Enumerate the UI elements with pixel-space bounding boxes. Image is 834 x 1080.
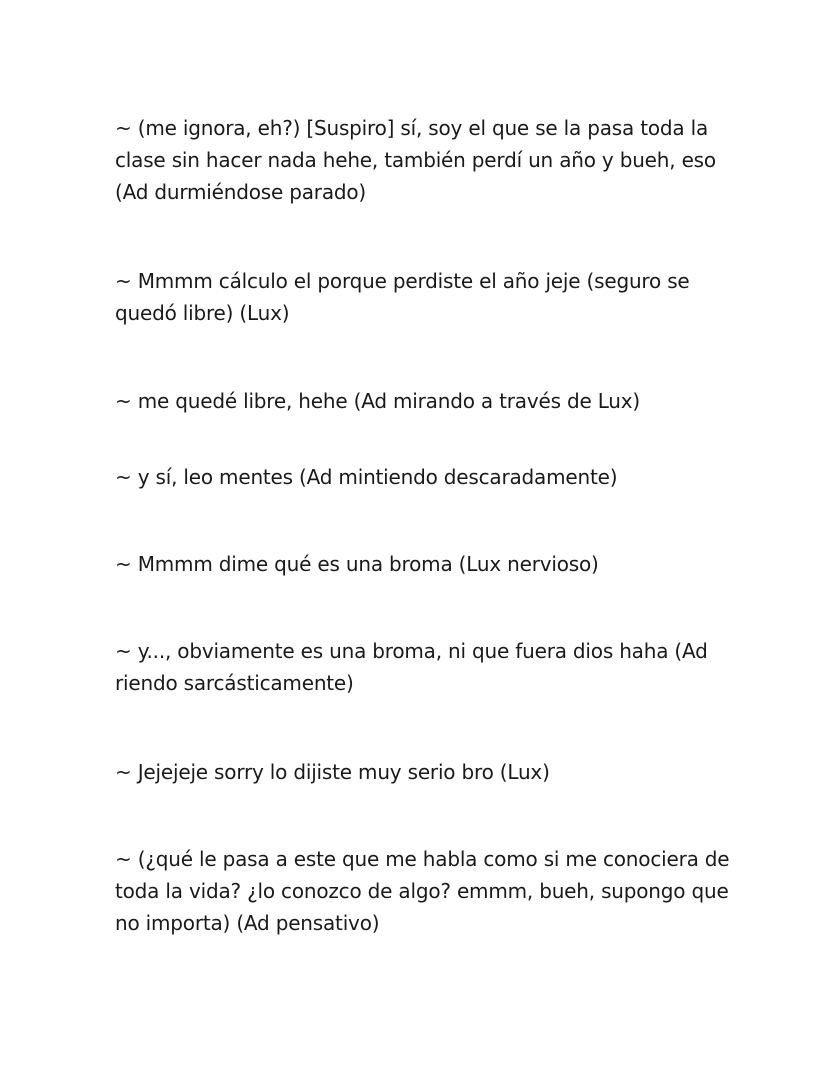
dialogue-line: ~ (me ignora, eh?) [Suspiro] sí, soy el que se la pasa toda la clase sin hacer nada hehe, también perdí un año y bueh, eso (Ad durmiéndose parado) bbox=[115, 116, 716, 204]
dialogue-line: ~ y sí, leo mentes (Ad mintiendo descaradamente) bbox=[115, 465, 618, 489]
dialogue-line: ~ y..., obviamente es una broma, ni que fuera dios haha (Ad riendo sarcásticamente) bbox=[115, 639, 708, 695]
dialogue-line: ~ Jejejeje sorry lo dijiste muy serio bro (Lux) bbox=[115, 760, 550, 784]
dialogue-line: ~ me quedé libre, hehe (Ad mirando a través de Lux) bbox=[115, 389, 641, 413]
dialogue-line: ~ Mmmm cálculo el porque perdiste el año jeje (seguro se quedó libre) (Lux) bbox=[115, 269, 690, 325]
dialogue-line: ~ (¿qué le pasa a este que me habla como si me conociera de toda la vida? ¿lo conozco de algo? emmm, bueh, supongo que no importa) (Ad pensativo) bbox=[115, 847, 730, 935]
dialogue-line: ~ Mmmm dime qué es una broma (Lux nervioso) bbox=[115, 552, 599, 576]
